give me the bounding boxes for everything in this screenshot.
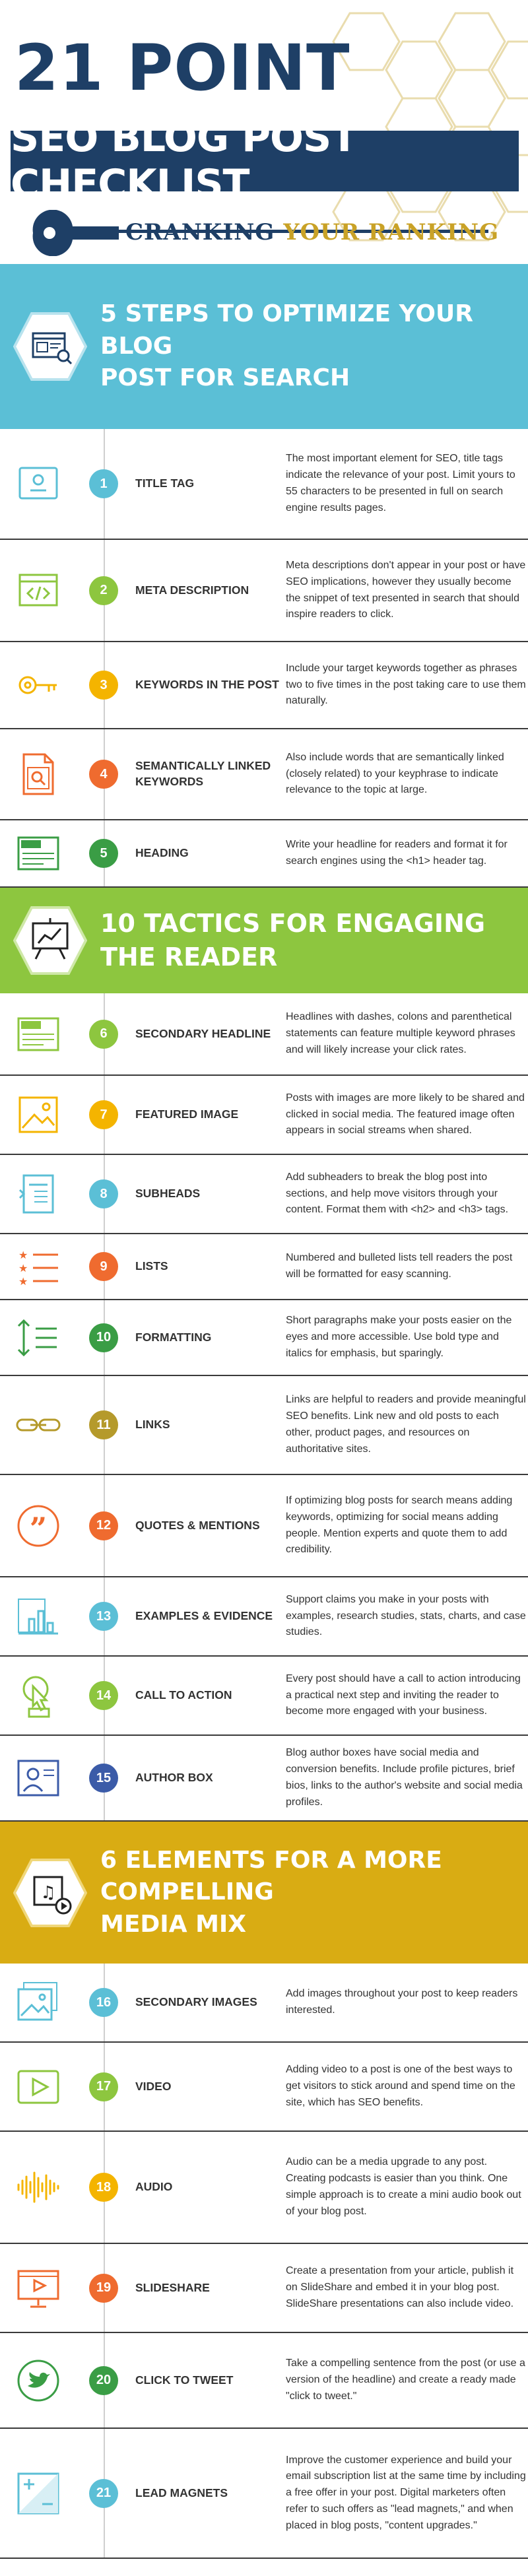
item-label: HEADING — [135, 846, 189, 860]
browser-search-icon — [13, 310, 87, 383]
svg-text:”: ” — [29, 1510, 47, 1546]
item-description: Headlines with dashes, colons and parenthetical statements can feature multiple keyword phrases and will likely increase your click rates. — [286, 1011, 515, 1055]
item-description: Blog author boxes have social media and conversion benefits. Include profile pictures, brief bios, links to the author's website and social media profiles. — [286, 1747, 523, 1808]
item-label: FORMATTING — [135, 1330, 212, 1344]
checklist-item — [0, 1300, 528, 1376]
checklist-item — [0, 1376, 528, 1475]
author-profile-icon — [15, 1754, 62, 1802]
main-subtitle: SEO BLOG POST CHECKLIST — [11, 115, 358, 207]
item-label: LINKS — [135, 1418, 170, 1432]
star-list-icon — [15, 1243, 62, 1290]
section-title — [100, 907, 528, 975]
item-description: Posts with images are more likely to be shared and clicked in social media. The featured image often appears in social streams when shared. — [286, 1092, 525, 1137]
section-title-line: MEDIA MIX — [100, 1910, 247, 1938]
checklist-item — [0, 1076, 528, 1155]
svg-text:★: ★ — [18, 1249, 28, 1261]
section-title — [100, 298, 528, 395]
item-label: CALL TO ACTION — [135, 1688, 232, 1702]
item-number: 17 — [89, 2072, 118, 2101]
chain-link-icon — [15, 1401, 62, 1449]
item-label: SLIDESHARE — [135, 2280, 210, 2294]
cursor-click-icon — [15, 1672, 62, 1719]
item-label: EXAMPLES & EVIDENCE — [135, 1609, 273, 1623]
item-label: VIDEO — [135, 2079, 172, 2093]
item-number: 12 — [89, 1511, 118, 1540]
infographic-header — [0, 0, 528, 264]
tagline-word-cranking: CRANKING — [125, 219, 275, 246]
item-number: 19 — [89, 2274, 118, 2303]
item-label: CLICK TO TWEET — [135, 2373, 234, 2387]
section-title-line: POST FOR SEARCH — [100, 364, 350, 392]
item-number: 11 — [89, 1410, 118, 1439]
item-number: 14 — [89, 1681, 118, 1710]
item-label: LISTS — [135, 1259, 168, 1273]
item-description: Support claims you make in your posts with examples, research studies, stats, charts, and case studies. — [286, 1593, 526, 1638]
item-description: Add images throughout your post to keep readers interested. — [286, 1988, 518, 2016]
item-description: Write your headline for readers and format it for search engines using the <h1> header tag. — [286, 839, 508, 867]
image-icon — [15, 1091, 62, 1139]
checklist-item — [0, 642, 528, 729]
item-number: 21 — [89, 2479, 118, 2508]
svg-text:♫: ♫ — [40, 1882, 56, 1903]
lead-magnet-icon — [15, 2470, 62, 2517]
item-number: 13 — [89, 1602, 118, 1631]
title-tag-icon — [15, 460, 62, 508]
checklist-item — [0, 1577, 528, 1657]
item-number: 5 — [89, 839, 118, 868]
svg-text:★: ★ — [18, 1275, 28, 1288]
audio-wave-icon — [15, 2163, 62, 2211]
news-icon — [15, 1010, 62, 1058]
item-description: Add subheaders to break the blog post into sections, and help move visitors through your content. Format them with <h2> and <h3> tags. — [286, 1171, 509, 1216]
item-number: 16 — [89, 1988, 118, 2017]
checklist-item — [0, 2429, 528, 2559]
item-number: 8 — [89, 1179, 118, 1208]
tagline-word-ranking: YOUR RANKING — [283, 219, 500, 246]
checklist-item — [0, 429, 528, 540]
tagline-row — [13, 210, 515, 256]
quote-icon — [15, 1502, 62, 1550]
item-label: QUOTES & MENTIONS — [135, 1518, 260, 1532]
main-title: 21 POINT — [15, 31, 350, 105]
item-label: SEMANTICALLY LINKED KEYWORDS — [135, 759, 271, 788]
item-number: 20 — [89, 2366, 118, 2395]
item-label: AUDIO — [135, 2180, 173, 2194]
checklist-item — [0, 2132, 528, 2244]
section-banner-media-mix — [0, 1822, 528, 1964]
checklist-item — [0, 1234, 528, 1300]
twitter-bird-icon — [15, 2357, 62, 2404]
presentation-board-icon — [13, 904, 87, 977]
item-description: Take a compelling sentence from the post (or use a version of the headline) and create a ready made "click to tweet." — [286, 2358, 525, 2402]
checklist-item — [0, 540, 528, 642]
item-number: 7 — [89, 1100, 118, 1129]
item-label: TITLE TAG — [135, 477, 195, 490]
item-description: Include your target keywords together as phrases two to five times in the post taking care to use them naturally. — [286, 662, 526, 707]
slideshow-icon — [15, 2264, 62, 2312]
checklist-item — [0, 1155, 528, 1234]
item-label: LEAD MAGNETS — [135, 2486, 228, 2499]
item-label: SUBHEADS — [135, 1187, 201, 1201]
section-title-line: 6 ELEMENTS FOR A MORE COMPELLING — [100, 1846, 442, 1906]
item-number: 10 — [89, 1323, 118, 1352]
checklist-item — [0, 2333, 528, 2429]
checklist-item — [0, 993, 528, 1076]
key-icon — [15, 661, 62, 709]
item-number: 18 — [89, 2173, 118, 2202]
document-search-icon — [15, 750, 62, 798]
section-title-line: 10 TACTICS FOR ENGAGING THE READER — [100, 908, 486, 972]
item-number: 3 — [89, 671, 118, 700]
checklist-item — [0, 1964, 528, 2043]
item-description: Create a presentation from your article, publish it on SlideShare and embed it in your blog post. SlideShare presentations can also include video. — [286, 2265, 514, 2309]
item-number: 9 — [89, 1252, 118, 1281]
checklist-item — [0, 2043, 528, 2132]
section-title-line: 5 STEPS TO OPTIMIZE YOUR BLOG — [100, 300, 473, 360]
item-number: 15 — [89, 1764, 118, 1793]
item-description: Every post should have a call to action introducing a practical next step and inviting the reader to become more engaged with your business. — [286, 1672, 521, 1717]
item-description: Links are helpful to readers and provide meaningful SEO benefits. Link new and old posts to each other, product pages, and resources on authoritative sites. — [286, 1394, 526, 1455]
news-icon — [15, 830, 62, 877]
subheads-icon — [15, 1170, 62, 1218]
checklist-item — [0, 1657, 528, 1736]
item-description: Short paragraphs make your posts easier on the eyes and more accessible. Use bold type and italics for emphasis, but sparingly. — [286, 1315, 512, 1359]
section-banner-engaging — [0, 888, 528, 993]
item-number: 1 — [89, 469, 118, 498]
checklist-item — [0, 1736, 528, 1822]
item-label: KEYWORDS IN THE POST — [135, 678, 279, 692]
item-description: Adding video to a post is one of the best ways to get visitors to stick around and spend time on the site, which has SEO benefits. — [286, 2064, 515, 2108]
formatting-icon — [15, 1314, 62, 1362]
checklist-item — [0, 820, 528, 888]
item-description: Improve the customer experience and build your email subscription list at the same time by including a free offer in your post. Digital marketers often refer to such offers as "lead magnets," and when placed in blog posts, "content upgrades." — [286, 2454, 526, 2531]
item-description: Audio can be a media upgrade to any post. Creating podcasts is easier than you think. One simple approach is to create a mini audio book out of your blog post. — [286, 2156, 521, 2217]
checklist-item — [0, 1475, 528, 1577]
item-description: The most important element for SEO, title tags indicate the relevance of your post. Limit yours to 55 characters to be presented in full on search engine results pages. — [286, 453, 515, 513]
video-play-icon — [15, 2063, 62, 2111]
media-music-icon — [13, 1856, 87, 1930]
item-label: SECONDARY HEADLINE — [135, 1026, 271, 1040]
item-description: If optimizing blog posts for search means adding keywords, optimizing for social means adding people. Mention experts and quote them to add credibility. — [286, 1494, 513, 1556]
item-label: SECONDARY IMAGES — [135, 1995, 257, 2009]
item-label: AUTHOR BOX — [135, 1771, 213, 1785]
section-title — [100, 1845, 528, 1941]
checklist-item — [0, 2244, 528, 2333]
item-label: FEATURED IMAGE — [135, 1107, 239, 1121]
tagline — [125, 219, 499, 246]
item-number: 4 — [89, 760, 118, 789]
section-banner-optimize — [0, 264, 528, 429]
item-number: 2 — [89, 576, 118, 605]
meta-code-icon — [15, 567, 62, 614]
images-icon — [15, 1979, 62, 2026]
checklist-item — [0, 729, 528, 820]
bar-chart-icon — [15, 1593, 62, 1640]
item-number: 6 — [89, 1020, 118, 1049]
item-description: Numbered and bulleted lists tell readers the post will be formatted for easy scanning. — [286, 1252, 513, 1280]
item-description: Also include words that are semantically linked (closely related) to your keyphrase to indicate relevance to the topic at large. — [286, 751, 504, 796]
svg-text:★: ★ — [18, 1262, 28, 1274]
item-description: Meta descriptions don't appear in your post or have SEO implications, however they usually become the snippet of text presented in search that should inspire readers to click. — [286, 559, 526, 620]
item-label: META DESCRIPTION — [135, 583, 249, 597]
main-subtitle-banner — [11, 115, 519, 207]
